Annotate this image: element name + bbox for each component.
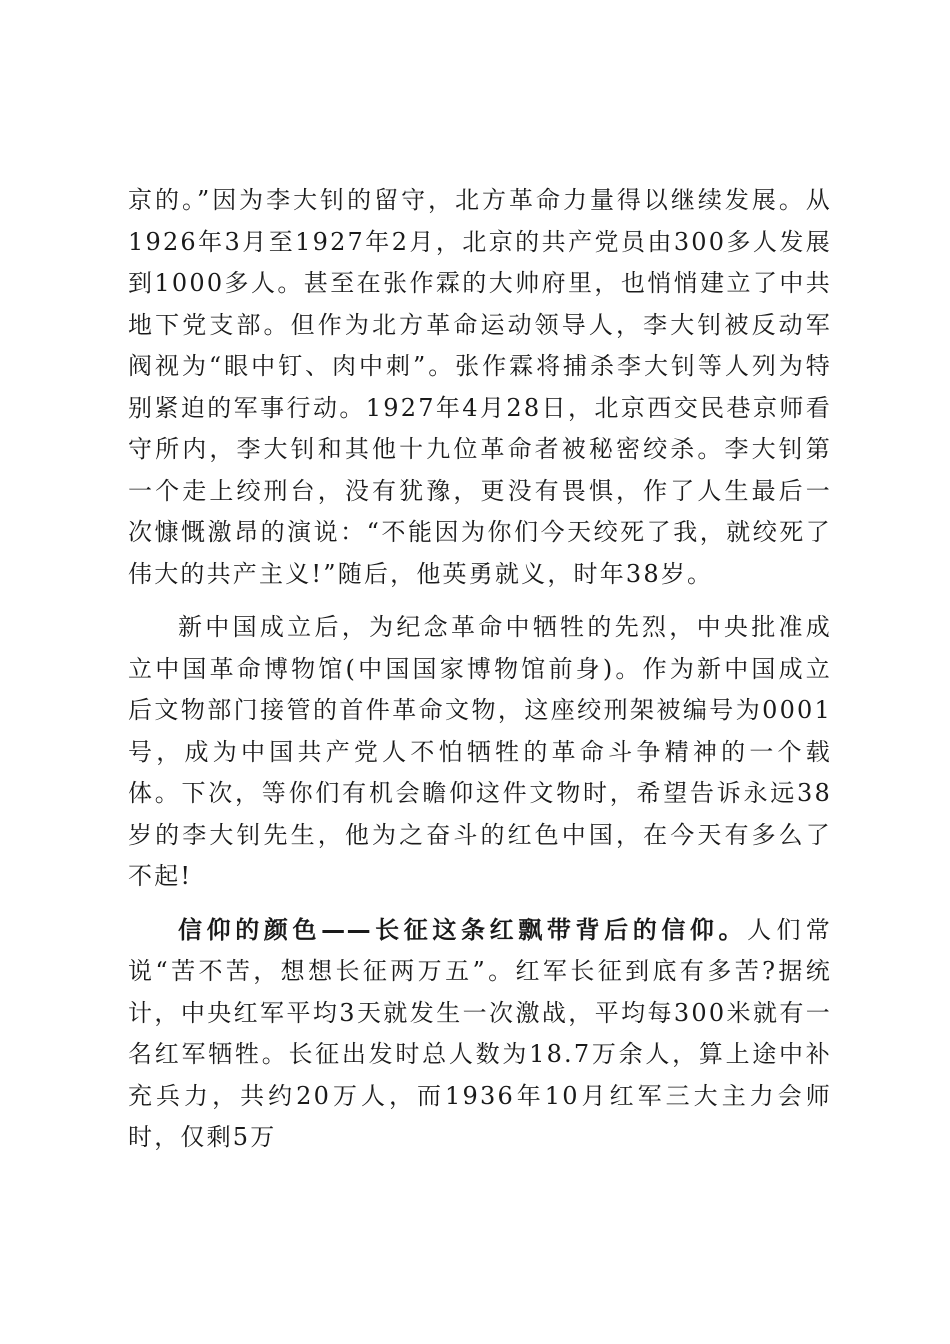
- paragraph-text: 新中国成立后，为纪念革命中牺牲的先烈，中央批准成立中国革命博物馆(中国国家博物馆前身)。作为新中国成立后文物部门接管的首件革命文物，这座绞刑架被编号为0001号，成为中国共产党人不怕牺牲的革命斗争精神的一个载体。下次，等你们有机会瞻仰这件文物时，希望告诉永远38岁的李大钊先生，他为之奋斗的红色中国，在今天有多么了不起!: [128, 613, 832, 890]
- paragraph-text: 京的。”因为李大钊的留守，北方革命力量得以继续发展。从1926年3月至1927年2月，北京的共产党员由300多人发展到1000多人。甚至在张作霖的大帅府里，也悄悄建立了中共地下党支部。但作为北方革命运动领导人，李大钊被反动军阀视为“眼中钉、肉中刺”。张作霖将捕杀李大钊等人列为特别紧迫的军事行动。1927年4月28日，北京西交民巷京师看守所内，李大钊和其他十九位革命者被秘密绞杀。李大钊第一个走上绞刑台，没有犹豫，更没有畏惧，作了人生最后一次慷慨激昂的演说：“不能因为你们今天绞死了我，就绞死了伟大的共产主义!”随后，他英勇就义，时年38岁。: [128, 186, 832, 588]
- paragraph-long-march: [128, 910, 832, 1159]
- document-page: [128, 180, 832, 1171]
- section-lead-heading: 信仰的颜色——长征这条红飘带背后的信仰。: [178, 915, 748, 944]
- paragraph-revolution-museum: [128, 607, 832, 898]
- paragraph-li-dazhao-martyrdom: [128, 180, 832, 595]
- paragraph-text: 人们常说“苦不苦，想想长征两万五”。红军长征到底有多苦?据统计，中央红军平均3天就发生一次激战，平均每300米就有一名红军牺牲。长征出发时总人数为18.7万余人，算上途中补充兵力，共约20万人，而1936年10月红军三大主力会师时，仅剩5万: [128, 915, 832, 1151]
